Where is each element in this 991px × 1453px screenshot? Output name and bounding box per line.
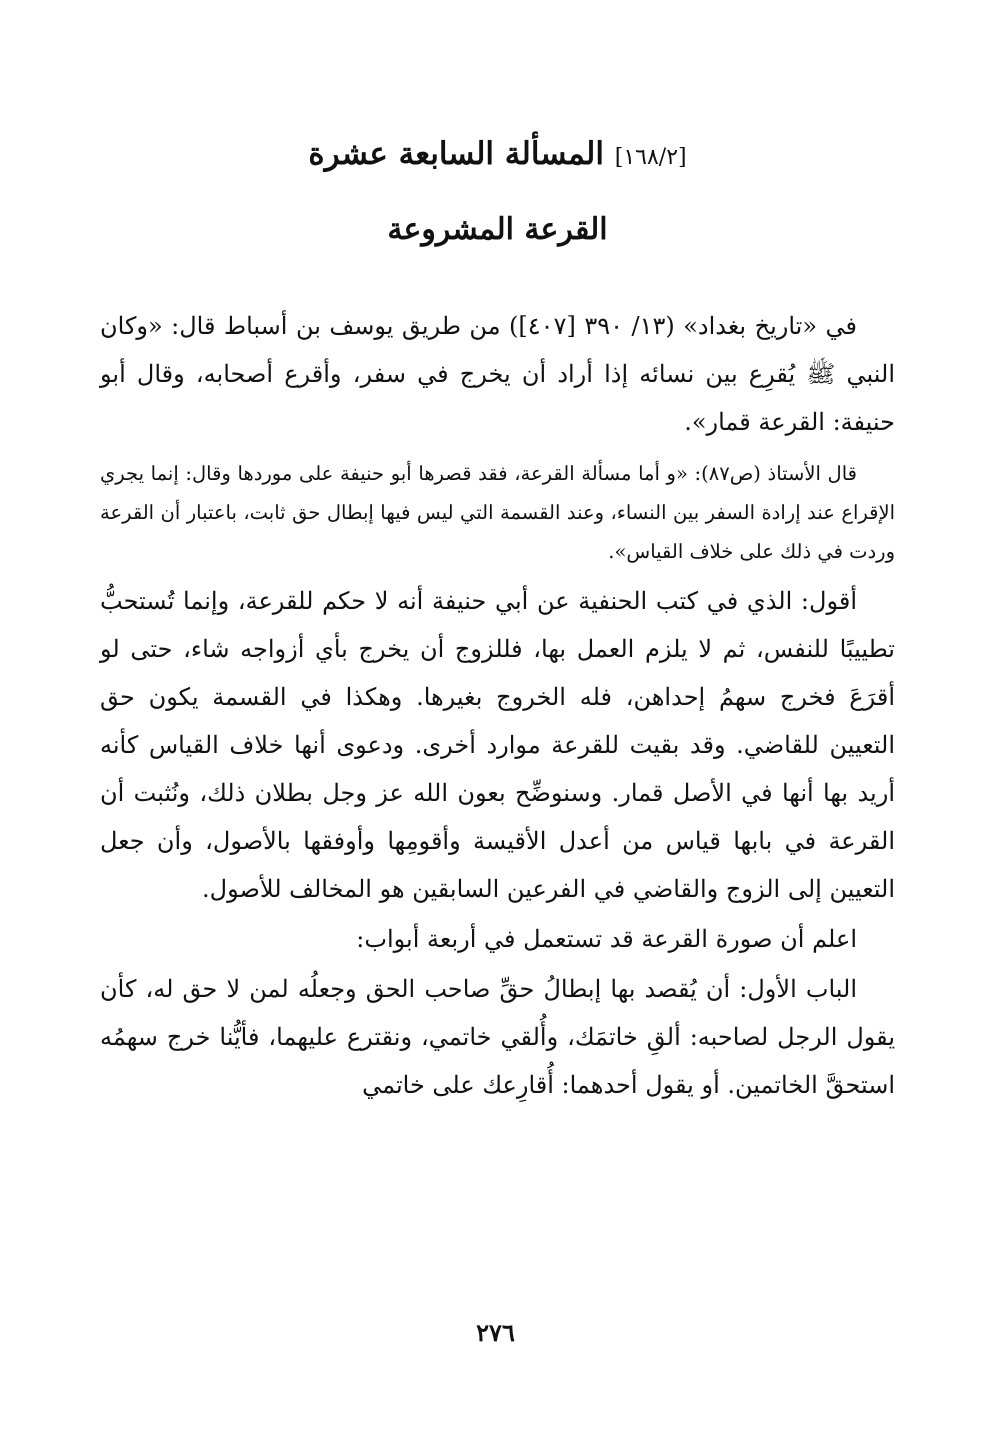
chapter-title: المسألة السابعة عشرة: [308, 136, 604, 172]
paragraph-3: أقول: الذي في كتب الحنفية عن أبي حنيفة أنه لا حكم للقرعة، وإنما تُستحبُّ تطييبًا للنفس، ثم لا يلزم العمل بها، فللزوج أن يخرج بأي أزواجه شاء، حتى لو أقرَعَ فخرج سهمُ إحداهن، فله الخروج بغيرها. وهكذا في القسمة يكون حق التعيين للقاضي. وقد بقيت للقرعة موارد أخرى. ودعوى أنها خلاف القياس كأنه أريد بها أنها في الأصل قمار. وسنوضِّح بعون الله عز وجل بطلان ذلك، ونُثبت أن القرعة في بابها قياس من أعدل الأقيسة وأقومِها وأوفقها بالأصول، وأن جعل التعيين إلى الزوج والقاضي في الفرعين السابقين هو المخالف للأصول.: [100, 587, 896, 903]
chapter-subtitle: القرعة المشروعة: [387, 212, 608, 247]
paragraph-4: اعلم أن صورة القرعة قد تستعمل في أربعة أبواب:: [356, 925, 857, 953]
quoted-paragraph: قال الأستاذ (ص٨٧): «و أما مسألة القرعة، فقد قصرها أبو حنيفة على موردها وقال: إنما يجري الإقراع عند إرادة السفر بين النساء، وعند القسمة التي ليس فيها إبطال حق ثابت، باعتبار أن القرعة وردت في ذلك على خلاف القياس».: [100, 462, 895, 563]
page-body: [100, 130, 895, 1109]
page-number: ٢٧٦: [476, 1318, 515, 1347]
volume-page-reference: [١٦٨/٢]: [614, 145, 687, 170]
paragraph-5: الباب الأول: أن يُقصد بها إبطالُ حقِّ صاحب الحق وجعلُه لمن لا حق له، كأن يقول الرجل لصاحبه: ألقِ خاتمَك، وأُلقي خاتمي، ونقترع عليهما، فأيُّنا خرج سهمُه استحقَّ الخاتمين. أو يقول أحدهما: أُقارِعك على خاتمي: [100, 975, 895, 1099]
paragraph-1: في «تاريخ بغداد» (١٣/ ٣٩٠ [٤٠٧]) من طريق يوسف بن أسباط قال: «وكان النبي ﷺ يُقرِع بين نسائه إذا أراد أن يخرج في سفر، وأقرع أصحابه، وقال أبو حنيفة: القرعة قمار».: [100, 312, 895, 436]
chapter-heading: [100, 134, 895, 178]
